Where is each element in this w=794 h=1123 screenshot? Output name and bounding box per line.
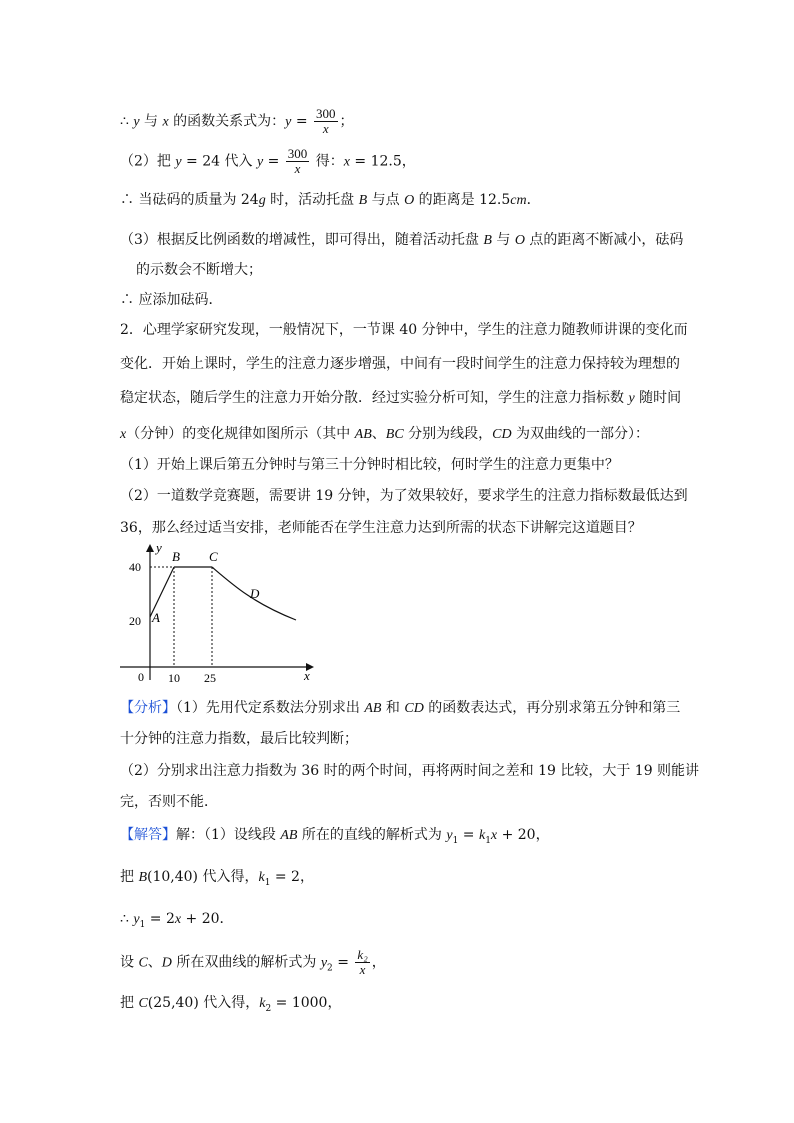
var-y: y bbox=[175, 154, 182, 170]
point-B: B bbox=[358, 193, 368, 208]
line-monotonicity bbox=[120, 231, 683, 250]
var-y: y bbox=[133, 912, 140, 927]
text: 把 bbox=[120, 869, 139, 885]
problem-2-line-1: 2．心理学家研究发现，一般情况下，一节课 40 分钟中，学生的注意力随教师讲课的变化而 bbox=[120, 322, 688, 338]
text: (25,40) 代入得， bbox=[147, 995, 260, 1011]
analysis-line-1 bbox=[120, 699, 680, 718]
text: 设 bbox=[120, 954, 139, 971]
numerator: 300 bbox=[316, 106, 336, 121]
segment-CD: CD bbox=[492, 427, 512, 442]
text: 、 bbox=[371, 426, 386, 442]
var-x: x bbox=[490, 828, 498, 843]
text: (10,40) 代入得， bbox=[147, 869, 259, 885]
segment-BC: BC bbox=[385, 427, 404, 442]
line-substitute-24 bbox=[120, 147, 416, 176]
analysis-line-4: 完，否则不能． bbox=[120, 794, 218, 810]
text: 所在双曲线的解析式为 bbox=[171, 954, 321, 971]
var-x: x bbox=[343, 154, 350, 170]
subscript: 2 bbox=[327, 963, 333, 974]
text: 分别为线段， bbox=[403, 426, 493, 442]
text: = 1000， bbox=[271, 995, 342, 1011]
segment-AB: AB bbox=[280, 828, 298, 843]
var-x: x bbox=[162, 114, 169, 130]
point-B: B bbox=[483, 233, 492, 248]
text: ∴ 当砝码的质量为 24 bbox=[120, 192, 259, 208]
fraction-300-over-x bbox=[286, 147, 310, 176]
text: + 20， bbox=[497, 827, 550, 843]
problem-2-line-4 bbox=[120, 425, 649, 444]
therefore-symbol: ∴ bbox=[120, 911, 134, 927]
text: 与 bbox=[491, 232, 515, 248]
subscript: 1 bbox=[139, 919, 146, 930]
therefore-symbol: ∴ bbox=[120, 113, 134, 130]
problem-2-line-3 bbox=[120, 389, 681, 408]
line-distance-result bbox=[120, 191, 541, 210]
y-axis-label: y bbox=[156, 540, 162, 555]
text: 点的距离不断减小，砝码 bbox=[524, 232, 684, 248]
point-O: O bbox=[514, 233, 525, 248]
solution-line-2 bbox=[120, 868, 314, 892]
point-B-label: B bbox=[172, 549, 180, 564]
y-tick-20: 20 bbox=[129, 614, 141, 628]
var-k: k bbox=[478, 828, 486, 843]
text: 和 bbox=[381, 700, 405, 716]
line-reading-increase: 的示数会不断增大； bbox=[136, 262, 262, 278]
text: 的函数表达式，再分别求第五分钟和第三 bbox=[423, 700, 681, 716]
text: （2）把 bbox=[120, 153, 176, 170]
var-k: k bbox=[259, 996, 266, 1011]
text: + 20． bbox=[181, 911, 234, 927]
denominator: x bbox=[322, 121, 329, 136]
numerator: k₂ bbox=[357, 947, 368, 962]
punct: ； bbox=[339, 113, 354, 130]
subscript: 1 bbox=[264, 877, 271, 888]
var-y: y bbox=[133, 114, 140, 130]
point-C: C bbox=[138, 955, 148, 971]
point-B: B bbox=[138, 870, 148, 885]
text: = 24 代入 bbox=[181, 153, 257, 170]
var-y: y bbox=[446, 828, 453, 843]
y-axis-arrow bbox=[146, 544, 154, 552]
text: = 12.5， bbox=[349, 153, 416, 170]
question-2-line-1: （2）一道数学竞赛题，需要讲 19 分钟，为了效果较好，要求学生的注意力指标数最低达到 bbox=[120, 488, 688, 504]
text: （分钟）的变化规律如图所示（其中 bbox=[126, 426, 355, 442]
equals: = bbox=[263, 153, 284, 170]
analysis-line-3: （2）分别求出注意力指数为 36 时的两个时间，再将两时间之差和 19 比较，大于 19 则能讲 bbox=[120, 763, 700, 779]
text: 随时间 bbox=[634, 390, 682, 406]
analysis-line-2: 十分钟的注意力指数，最后比较判断； bbox=[120, 731, 358, 747]
denominator: x bbox=[359, 962, 366, 977]
point-O: O bbox=[404, 193, 415, 208]
text: 、 bbox=[147, 954, 162, 971]
point-A-label: A bbox=[152, 610, 160, 625]
point-D: D bbox=[161, 955, 172, 971]
text: 的距离是 12.5 bbox=[414, 192, 511, 208]
question-2-line-2: 36，那么经过适当安排，老师能否在学生注意力达到所需的状态下讲解完这道题目？ bbox=[120, 520, 642, 536]
var-y: y bbox=[628, 391, 635, 406]
equals: = bbox=[458, 827, 479, 843]
var-y: y bbox=[320, 955, 328, 971]
subscript: 1 bbox=[485, 835, 491, 846]
text: 时，活动托盘 bbox=[265, 192, 359, 208]
question-1: （1）开始上课后第五分钟时与第三十分钟时相比较，何时学生的注意力更集中？ bbox=[120, 457, 619, 473]
point-C: C bbox=[138, 996, 148, 1011]
point-D-label: D bbox=[250, 586, 260, 601]
fraction-k2-over-x bbox=[355, 948, 369, 977]
text: （3）根据反比例函数的增减性，即可得出，随着活动托盘 bbox=[120, 232, 484, 248]
solution-line-1 bbox=[120, 826, 550, 850]
unit-g: g bbox=[258, 193, 266, 208]
text: 与点 bbox=[367, 192, 405, 208]
solution-tag: 【解答】 bbox=[120, 827, 176, 843]
line-add-weight: ∴ 应添加砝码． bbox=[120, 292, 223, 308]
text: 得： bbox=[311, 153, 344, 170]
solution-line-3 bbox=[120, 910, 234, 934]
punct: ． bbox=[526, 192, 541, 208]
text: 与 bbox=[139, 113, 163, 130]
origin-label: 0 bbox=[138, 670, 144, 684]
text: = 2 bbox=[145, 911, 175, 927]
solution-line-5 bbox=[120, 994, 341, 1018]
var-x: x bbox=[174, 912, 182, 927]
text: 为双曲线的一部分）： bbox=[511, 426, 650, 442]
solution-line-4 bbox=[120, 948, 386, 977]
text: 把 bbox=[120, 995, 139, 1011]
unit-cm: cm bbox=[510, 193, 527, 208]
text: 解：（1）设线段 bbox=[176, 827, 281, 843]
y-tick-40: 40 bbox=[129, 560, 141, 574]
equals: = bbox=[291, 113, 313, 130]
text: 所在的直线的解析式为 bbox=[297, 827, 447, 843]
punct: ， bbox=[371, 954, 386, 971]
x-tick-25: 25 bbox=[204, 671, 216, 685]
point-C-label: C bbox=[209, 549, 218, 564]
problem-2-line-2: 变化．开始上课时，学生的注意力逐步增强，中间有一段时间学生的注意力保持较为理想的 bbox=[120, 356, 680, 372]
var-y: y bbox=[256, 154, 264, 170]
var-k: k bbox=[258, 870, 265, 885]
fraction-300-over-x bbox=[314, 107, 338, 136]
segment-CD: CD bbox=[404, 701, 424, 716]
line-function-relation bbox=[120, 107, 354, 136]
text: （1）先用代定系数法分别求出 bbox=[176, 700, 365, 716]
segment-AB: AB bbox=[364, 701, 382, 716]
text: = 2， bbox=[270, 869, 314, 885]
segment-AB: AB bbox=[354, 427, 372, 442]
text: 的函数关系式为： bbox=[168, 113, 286, 130]
x-tick-10: 10 bbox=[168, 671, 180, 685]
equals: = bbox=[332, 954, 354, 971]
x-axis-label: x bbox=[304, 668, 310, 683]
subscript: 2 bbox=[265, 1003, 272, 1014]
var-x: x bbox=[120, 427, 127, 442]
text: 稳定状态，随后学生的注意力开始分散．经过实验分析可知，学生的注意力指标数 bbox=[120, 390, 629, 406]
analysis-tag: 【分析】 bbox=[120, 700, 176, 716]
subscript: 1 bbox=[452, 835, 459, 846]
numerator: 300 bbox=[287, 146, 308, 161]
denominator: x bbox=[294, 161, 301, 176]
var-y: y bbox=[285, 114, 292, 130]
attention-graph bbox=[118, 540, 318, 685]
